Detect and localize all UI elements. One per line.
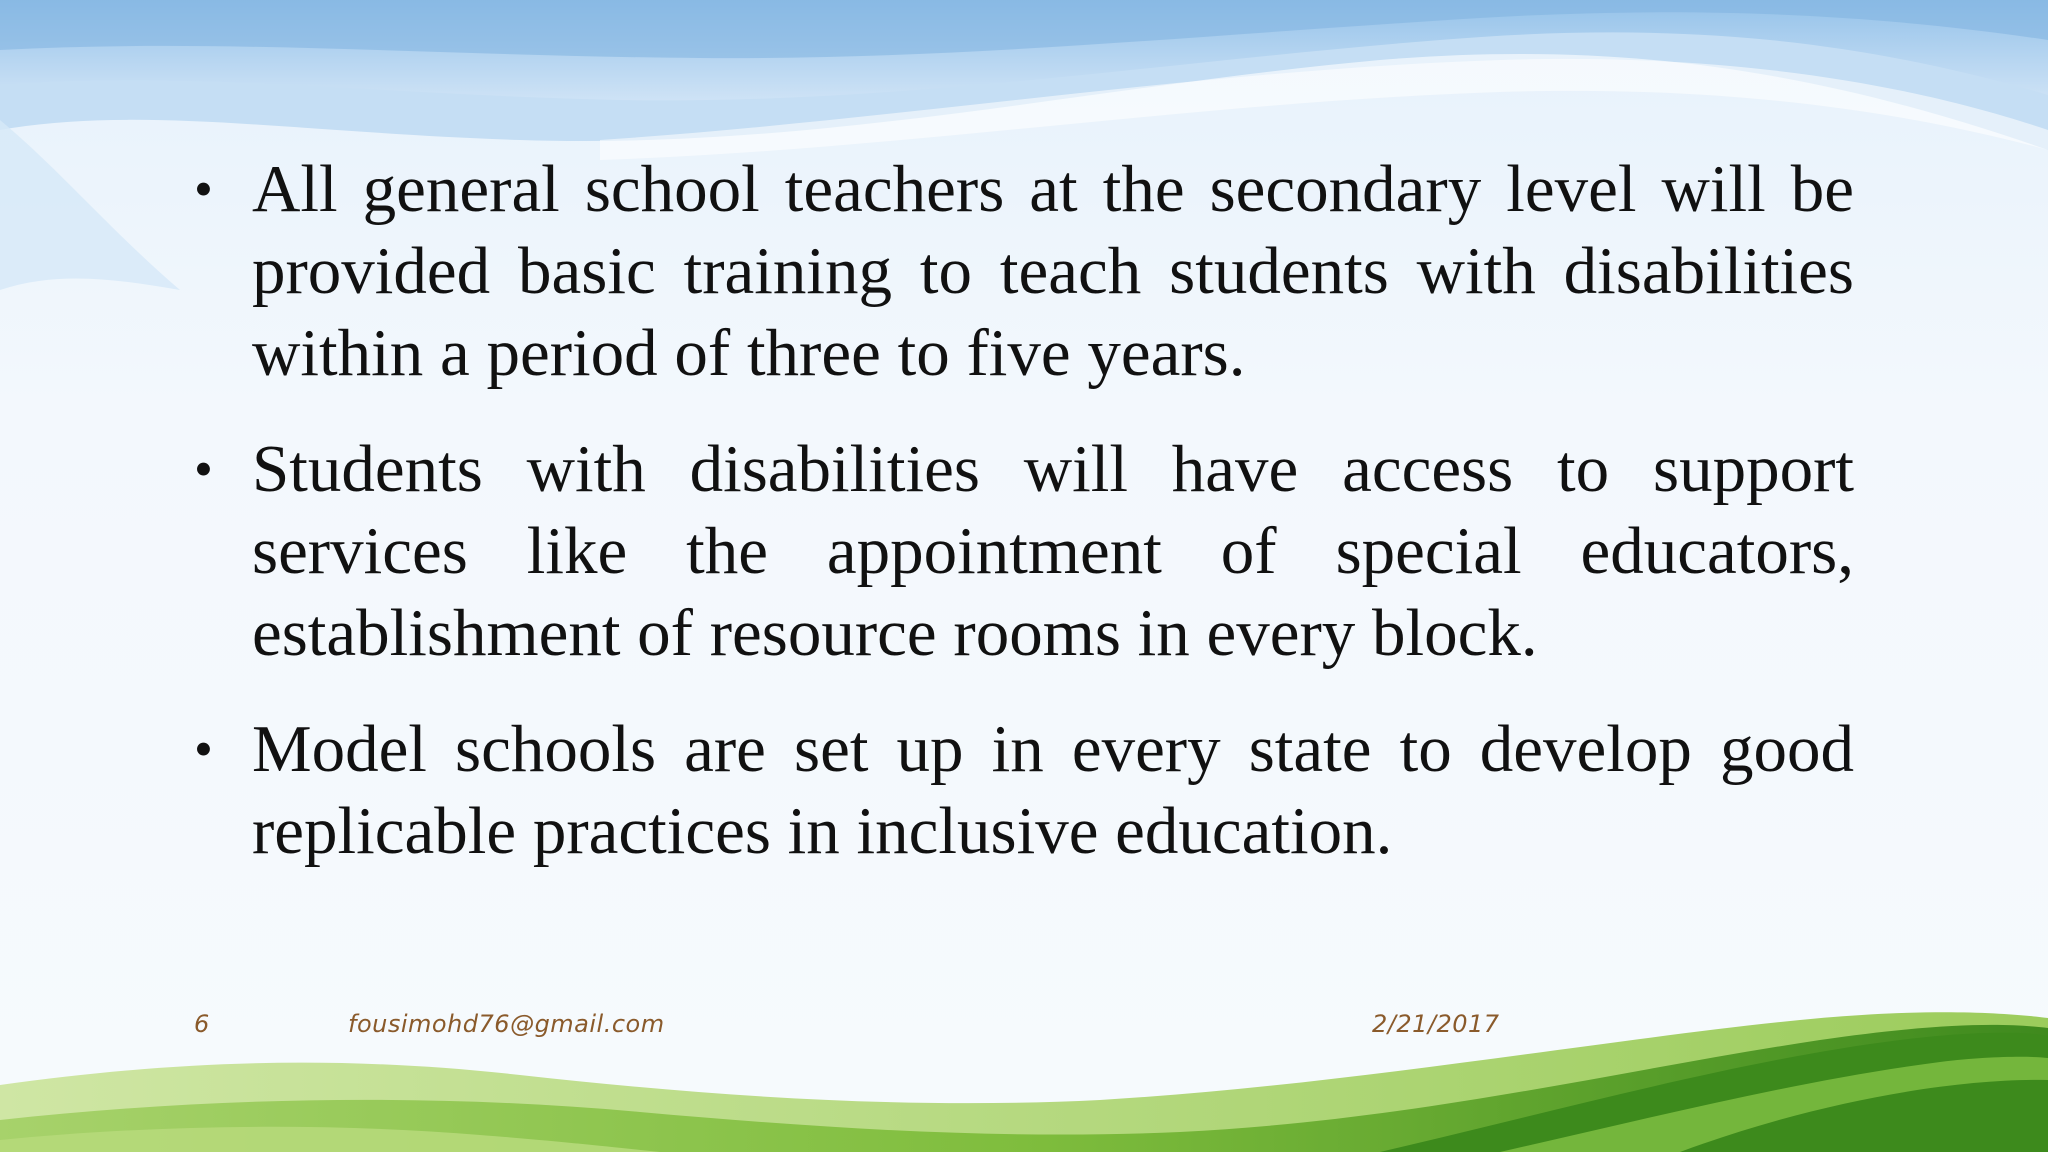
bullet-item	[190, 148, 1854, 394]
bullet-marker: •	[194, 159, 213, 219]
bullet-text: Model schools are set up in every state to develop good replicable practices in inclusive education.	[252, 712, 1854, 868]
footer-email: fousimohd76@gmail.com	[348, 1010, 665, 1038]
bullet-text: Students with disabilities will have access to support services like the appointment of special educators, establishment of resource rooms in every block.	[252, 432, 1854, 670]
slide-number: 6	[194, 1010, 210, 1038]
bullet-list	[190, 148, 1854, 906]
bullet-marker: •	[194, 719, 213, 779]
bullet-item	[190, 708, 1854, 872]
footer-date: 2/21/2017	[1372, 1010, 1500, 1038]
bullet-text: All general school teachers at the secondary level will be provided basic training to teach students with disabilities within a period of three to five years.	[252, 152, 1854, 390]
bullet-item	[190, 428, 1854, 674]
bullet-marker: •	[194, 439, 213, 499]
